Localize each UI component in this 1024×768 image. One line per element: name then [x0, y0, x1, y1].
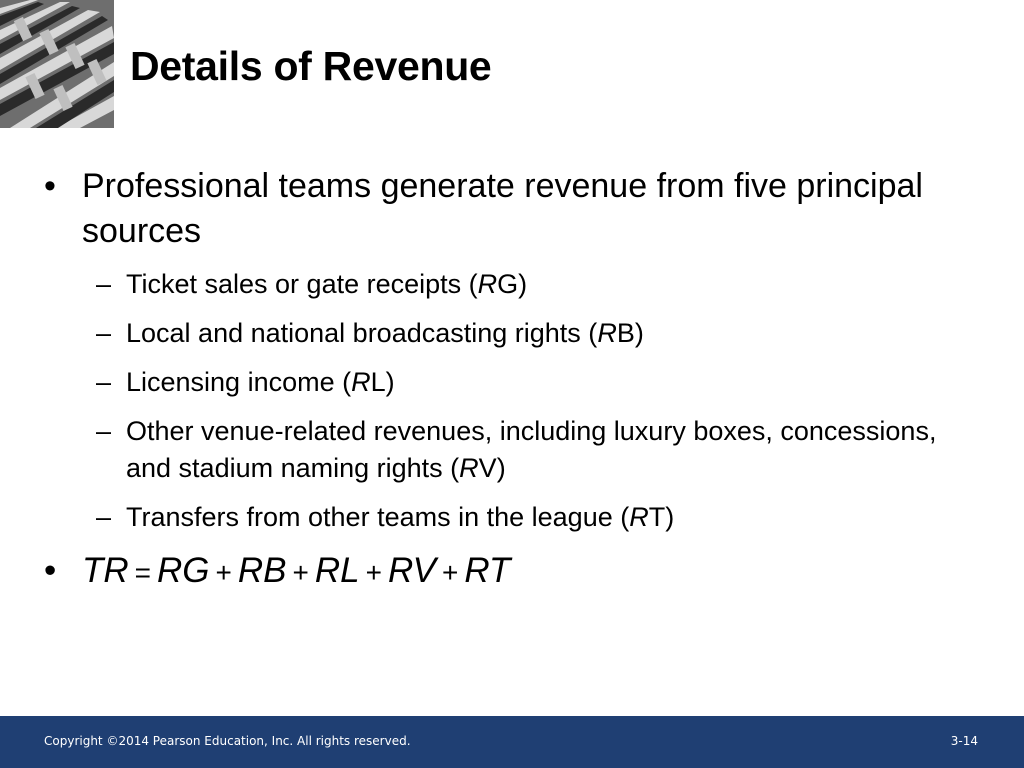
revenue-symbol-suffix: G [497, 269, 519, 299]
sub-item-licensing [44, 364, 984, 401]
sub-item-text: Ticket sales or gate receipts ( [126, 269, 478, 299]
sub-item-text: Transfers from other teams in the league ( [126, 502, 630, 532]
formula-plus: + [365, 557, 382, 588]
formula-plus: + [215, 557, 232, 588]
dash-mark: – [96, 367, 112, 397]
sub-item-close: ) [518, 269, 528, 299]
slide-title: Details of Revenue [130, 43, 492, 89]
revenue-symbol: R [477, 269, 498, 299]
copyright-notice: Copyright ©2014 Pearson Education, Inc. All rights reserved. [44, 734, 411, 748]
sub-item-text: Local and national broadcasting rights ( [126, 318, 598, 348]
dash-mark: – [96, 502, 112, 532]
sub-item-broadcasting [44, 315, 984, 352]
sub-item-close: ) [496, 453, 506, 483]
slide-content [44, 164, 984, 595]
formula-term-rt: RT [464, 551, 511, 590]
revenue-sources-list [44, 266, 984, 536]
sub-item-close: ) [634, 318, 644, 348]
formula-term-rv: RV [387, 551, 436, 590]
revenue-symbol-suffix: V [478, 453, 497, 483]
bullet-mark: • [44, 551, 57, 590]
formula-term-rg: RG [157, 551, 210, 590]
formula-lhs: TR [82, 551, 129, 590]
sub-item-transfers [44, 499, 984, 536]
formula-plus: + [292, 557, 309, 588]
formula-term-rl: RL [314, 551, 360, 590]
revenue-symbol: R [351, 367, 371, 397]
page-number: 3-14 [950, 734, 978, 748]
sub-item-gate-receipts [44, 266, 984, 303]
stadium-seats-image [0, 0, 114, 128]
bullet-mark: • [44, 167, 56, 205]
bullet-text: Professional teams generate revenue from five principal sources [82, 167, 923, 250]
formula-equals: = [134, 557, 152, 588]
bullet-revenue-sources [44, 164, 984, 254]
formula-term-rb: RB [237, 551, 287, 590]
revenue-symbol-suffix: L [370, 367, 386, 397]
formula-plus: + [441, 557, 459, 588]
sub-item-text: Licensing income ( [126, 367, 352, 397]
sub-item-venue [44, 413, 984, 487]
revenue-symbol-suffix: B [616, 318, 635, 348]
dash-mark: – [96, 318, 112, 348]
revenue-symbol: R [459, 453, 479, 483]
revenue-symbol: R [597, 318, 617, 348]
sub-item-close: ) [385, 367, 395, 397]
revenue-symbol-suffix: T [648, 502, 666, 532]
sub-item-close: ) [665, 502, 675, 532]
footer-bar [0, 716, 1024, 768]
dash-mark: – [96, 269, 112, 299]
bullet-total-revenue-formula [44, 548, 984, 595]
sub-item-text: Other venue-related revenues, including luxury boxes, concessions, and stadium naming rights ( [126, 416, 937, 483]
dash-mark: – [96, 416, 112, 446]
revenue-symbol: R [629, 502, 649, 532]
